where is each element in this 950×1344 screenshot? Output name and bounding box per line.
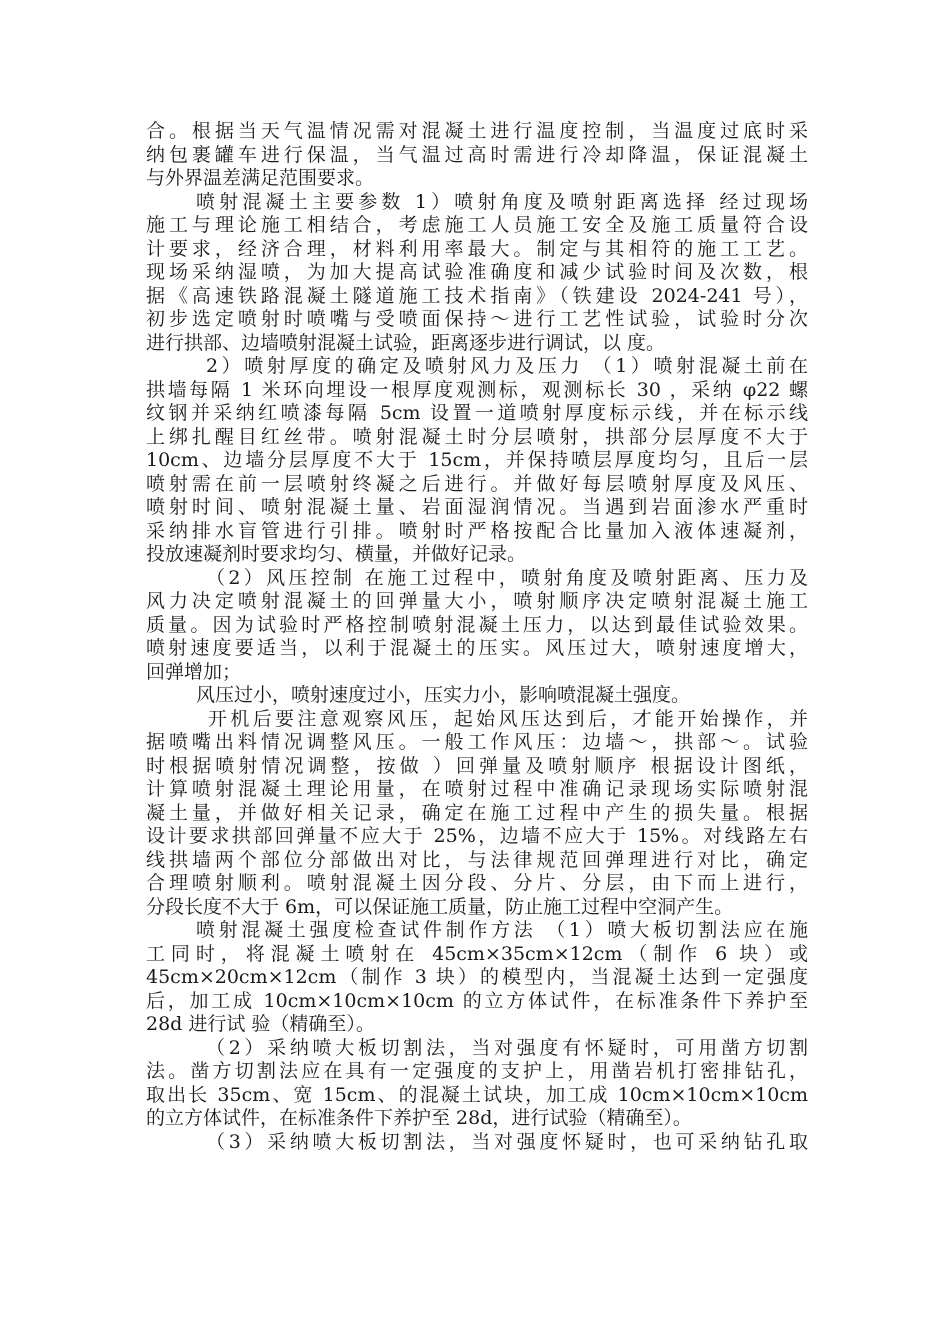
text-line: 计要求，经济合理，材料利用率最大。制定与其相符的施工工艺。 (146, 237, 808, 260)
text-line: 取出长 35cm、宽 15cm、的混凝土试块，加工成 10cm×10cm×10cm (146, 1083, 808, 1106)
paragraph (146, 919, 808, 1037)
text-line: 据喷嘴出料情况调整风压。一般工作风压：边墙～，拱部～。试验 (146, 731, 808, 753)
paragraph (146, 684, 808, 708)
text-line: 据《高速铁路混凝土隧道施工技术指南》（铁建设 2024-241 号）， (146, 284, 808, 307)
text-line: 初步选定喷射时喷嘴与受喷面保持～进行工艺性试验，试验时分次 (146, 308, 808, 330)
paragraph (146, 191, 808, 356)
text-line: （2）风压控制 在施工过程中，喷射角度及喷射距离、压力及 (206, 566, 808, 589)
text-line: 现场采纳湿喷，为加大提高试验准确度和减少试验时间及次数，根 (146, 261, 808, 283)
text-line: 合理喷射顺利。喷射混凝土因分段、分片、分层，由下而上进行， (146, 872, 808, 894)
paragraph (146, 355, 808, 567)
text-line: 质量。因为试验时严格控制喷射混凝土压力，以达到最佳试验效果。 (146, 613, 808, 636)
text-line: 设计要求拱部回弹量不应大于 25%，边墙不应大于 15%。对线路左右 (146, 825, 808, 847)
text-line: （2）采纳喷大板切割法，当对强度有怀疑时，可用凿方切割 (206, 1036, 808, 1059)
text-line: 时根据喷射情况调整，按做 ）回弹量及喷射顺序 根据设计图纸， (146, 754, 808, 777)
text-line: 45cm×20cm×12cm（制作 3 块）的模型内，当混凝土达到一定强度 (146, 966, 808, 988)
text-line: 与外界温差满足范围要求。 (146, 167, 375, 189)
text-line: 拱墙每隔 1 米环向埋设一根厚度观测标，观测标长 30 ，采纳 φ22 螺 (146, 378, 808, 401)
text-line: 法。凿方切割法应在具有一定强度的支护上，用凿岩机打密排钻孔， (146, 1060, 808, 1082)
text-line: 合。根据当天气温情况需对混凝土进行温度控制，当温度过底时采 (146, 120, 808, 142)
text-line: 后，加工成 10cm×10cm×10cm 的立方体试件，在标准条件下养护至 (146, 989, 808, 1012)
paragraph (146, 567, 808, 685)
text-line: 喷射混凝土强度检查试件制作方法 （1）喷大板切割法应在施 (196, 919, 808, 941)
text-line: 风压过小，喷射速度过小，压实力小，影响喷混凝土强度。 (196, 684, 691, 706)
paragraph (146, 1131, 808, 1155)
text-line: 风力决定喷射混凝土的回弹量大小，喷射顺序决定喷射混凝土施工 (146, 590, 808, 612)
text-line: 凝土量，并做好相关记录，确定在施工过程中产生的损失量。根据 (146, 801, 808, 824)
text-line: 的立方体试件，在标准条件下养护至 28d，进行试验（精确至）。 (146, 1107, 692, 1129)
text-line: 分段长度不大于 6m，可以保证施工质量，防止施工过程中空洞产生。 (146, 895, 734, 918)
text-line: 线拱墙两个部位分部做出对比，与法律规范回弹理进行对比，确定 (146, 848, 808, 871)
text-line: 喷射时间、喷射混凝土量、岩面湿润情况。当遇到岩面渗水严重时 (146, 496, 808, 518)
text-line: 喷射速度要适当，以利于混凝土的压实。风压过大，喷射速度增大， (146, 637, 808, 659)
text-line: 采纳排水盲管进行引排。喷射时严格按配合比量加入液体速凝剂， (146, 519, 808, 542)
paragraph (146, 708, 808, 920)
text-line: 进行拱部、边墙喷射混凝土试验，距离逐步进行调试，以 度。 (146, 331, 666, 354)
text-line: 10cm、边墙分层厚度不大于 15cm，并保持喷层厚度均匀，且后一层 (146, 449, 808, 471)
text-line: 工同时，将混凝土喷射在 45cm×35cm×12cm（制作 6 块）或 (146, 942, 808, 965)
text-line: 2）喷射厚度的确定及喷射风力及压力 （1）喷射混凝土前在 (206, 355, 808, 377)
text-line: （3）采纳喷大板切割法，当对强度怀疑时，也可采纳钻孔取 (206, 1130, 808, 1153)
text-line: 计算喷射混凝土理论用量，在喷射过程中准确记录现场实际喷射混 (146, 778, 808, 800)
text-line: 喷射混凝土主要参数 1）喷射角度及喷射距离选择 经过现场 (196, 190, 808, 213)
text-line: 纹钢并采纳红喷漆每隔 5cm 设置一道喷射厚度标示线，并在标示线 (146, 402, 808, 424)
document-body (146, 120, 808, 1154)
paragraph (146, 120, 808, 191)
text-line: 纳包裹罐车进行保温，当气温过高时需进行冷却降温，保证混凝土 (146, 143, 808, 166)
text-line: 开机后要注意观察风压，起始风压达到后，才能开始操作，并 (208, 707, 808, 730)
text-line: 投放速凝剂时要求均匀、横量，并做好记录。 (146, 543, 527, 565)
paragraph (146, 1037, 808, 1131)
text-line: 28d 进行试 验（精确至）。 (146, 1013, 375, 1035)
text-line: 回弹增加； (146, 660, 242, 683)
text-line: 喷射需在前一层喷射终凝之后进行。并做好每层喷射厚度及风压、 (146, 472, 808, 495)
text-line: 施工与理论施工相结合，考虑施工人员施工安全及施工质量符合设 (146, 214, 808, 236)
text-line: 上绑扎醒目红丝带。喷射混凝土时分层喷射，拱部分层厚度不大于 (146, 425, 808, 448)
